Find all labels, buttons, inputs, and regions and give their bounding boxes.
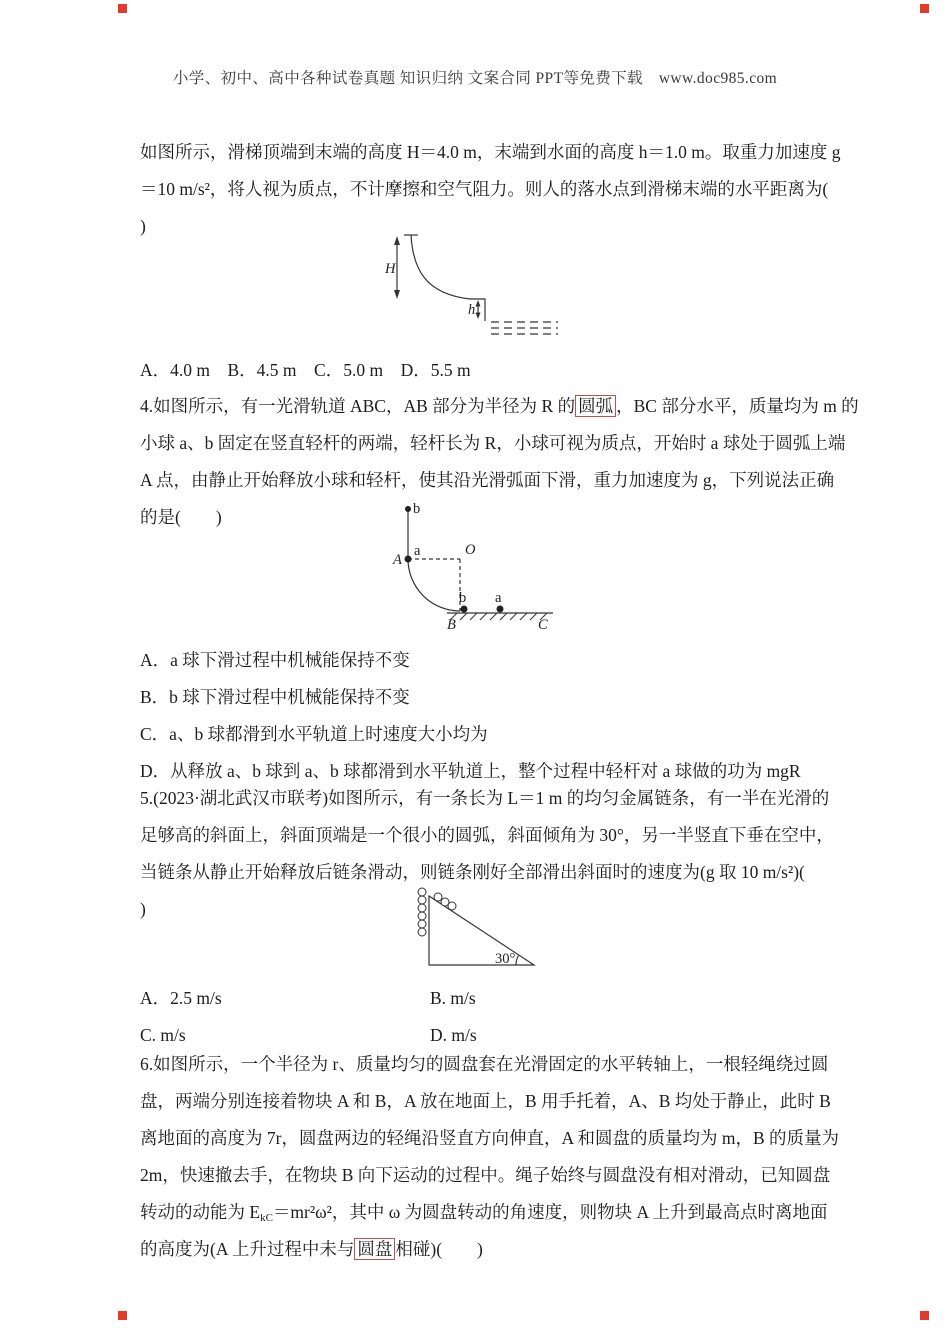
crop-mark-top-right	[920, 4, 929, 13]
crop-mark-bottom-right	[920, 1311, 929, 1320]
q6-line6-pre: 的高度为(A 上升过程中未与	[140, 1239, 355, 1259]
crop-mark-bottom-left	[118, 1311, 127, 1320]
q4-line1-pre: 4.如图所示，有一光滑轨道 ABC，AB 部分为半径为 R 的	[140, 396, 576, 416]
arrow-up-icon	[394, 236, 400, 245]
q6-text-line-5	[140, 1194, 830, 1231]
question-4-options	[140, 642, 830, 790]
q6-subscript: kC	[260, 1212, 273, 1224]
q3-text-line-2: ＝10 m/s²，将人视为质点，不计摩擦和空气阻力。则人的落水点到滑梯末端的水平距离为(	[140, 179, 829, 199]
q4-text-line-4: 的是( )	[140, 507, 222, 527]
water-surface	[491, 322, 558, 334]
label-O: O	[465, 542, 476, 558]
q5-option-d: D. m/s	[430, 1025, 477, 1045]
label-b-top: b	[413, 501, 421, 517]
question-3-options	[140, 352, 830, 389]
crop-mark-top-left	[118, 4, 127, 13]
label-a-bottom: a	[495, 590, 502, 606]
q6-text-line-6	[140, 1231, 830, 1268]
q5-text-line-4: )	[140, 899, 146, 919]
arc-AB	[408, 559, 460, 611]
q3-options-line: A．4.0 m B．4.5 m C．5.0 m D．5.5 m	[140, 360, 471, 380]
radius-dashed-lines	[408, 559, 460, 611]
q5-option-a: A．2.5 m/s	[140, 988, 222, 1008]
q4-option-d: D．从释放 a、b 球到 a、b 球都滑到水平轨道上，整个过程中轻杆对 a 球做的功为 mgR	[140, 761, 801, 781]
ball-b-top	[405, 506, 411, 512]
q4-annotation-box: 圆弧	[575, 395, 616, 417]
q5-options-row-1	[140, 980, 830, 1017]
q4-text-line-2: 小球 a、b 固定在竖直轻杆的两端，轻杆长为 R，小球可视为质点，开始时 a 球处于圆弧上端	[140, 433, 846, 453]
figure-waterslide	[384, 228, 566, 348]
figure-incline-chain	[402, 876, 552, 976]
arrow-down-icon	[476, 313, 481, 320]
q5-option-b: B. m/s	[430, 988, 476, 1008]
q5-text-line-2: 足够高的斜面上，斜面顶端是一个很小的圆弧，斜面倾角为 30°，另一半竖直下垂在空中，	[140, 825, 834, 845]
q6-text-line-4: 2m，快速撤去手，在物块 B 向下运动的过程中。绳子始终与圆盘没有相对滑动，已知圆盘	[140, 1165, 831, 1185]
label-b-bottom: b	[459, 590, 467, 606]
q5-option-c: C. m/s	[140, 1025, 186, 1045]
q4-option-c: C．a、b 球都滑到水平轨道上时速度大小均为	[140, 724, 488, 744]
q5-text-line-1: 5.(2023·湖北武汉市联考)如图所示，有一条长为 L＝1 m 的均匀金属链条，有一半在光滑的	[140, 788, 830, 808]
question-5-options	[140, 980, 830, 1054]
q6-line6-post: 相碰)( )	[395, 1239, 483, 1259]
ball-b-bottom	[461, 606, 468, 613]
question-6-body	[140, 1046, 840, 1268]
arrow-down-icon	[394, 290, 400, 299]
q3-text-line-3: )	[140, 216, 146, 236]
q5-text-line-3: 当链条从静止开始释放后链条滑动，则链条刚好全部滑出斜面时的速度为(g 取 10 m/s²)(	[140, 862, 805, 882]
ball-a-bottom	[497, 606, 504, 613]
q4-line1-post: ，BC 部分水平，质量均为 m 的	[616, 396, 859, 416]
q4-option-a: A．a 球下滑过程中机械能保持不变	[140, 650, 410, 670]
label-B: B	[447, 617, 456, 633]
ground-hatching	[450, 613, 547, 620]
header-banner	[0, 66, 950, 88]
q4-text-line-3: A 点，由静止开始释放小球和轻杆，使其沿光滑弧面下滑，重力加速度为 g，下列说法正确	[140, 470, 835, 490]
label-angle: 30°	[495, 951, 516, 967]
header-text: 小学、初中、高中各种试卷真题 知识归纳 文案合同 PPT等免费下载 www.doc985.com	[172, 70, 778, 87]
label-A: A	[393, 552, 402, 568]
q3-text-line-1: 如图所示，滑梯顶端到末端的高度 H＝4.0 m，末端到水面的高度 h＝1.0 m。取重力加速度 g	[140, 142, 841, 162]
figure-arc-track	[383, 496, 573, 636]
q4-text-line-1	[140, 388, 859, 425]
arrow-up-icon	[476, 300, 481, 307]
q4-option-b: B．b 球下滑过程中机械能保持不变	[140, 687, 410, 707]
label-H: H	[385, 261, 396, 277]
label-h: h	[468, 302, 476, 318]
q6-text-line-2: 盘，两端分别连接着物块 A 和 B，A 放在地面上，B 用手托着，A、B 均处于静止，此时 B	[140, 1091, 831, 1111]
q6-line5-post: ＝mr²ω²，其中 ω 为圆盘转动的角速度，则物块 A 上升到最高点时离地面	[272, 1202, 828, 1222]
chain-links	[418, 888, 456, 936]
q6-annotation-box: 圆盘	[354, 1238, 395, 1260]
label-C: C	[538, 617, 548, 633]
q6-line5-pre: 转动的动能为 E	[140, 1202, 261, 1222]
q6-text-line-3: 离地面的高度为 7r，圆盘两边的轻绳沿竖直方向伸直，A 和圆盘的质量均为 m，B 的质量为	[140, 1128, 840, 1148]
ball-a-top	[405, 556, 412, 563]
angle-arc	[516, 956, 519, 966]
q6-text-line-1: 6.如图所示，一个半径为 r、质量均匀的圆盘套在光滑固定的水平转轴上，一根轻绳绕过圆	[140, 1054, 829, 1074]
label-a-top: a	[414, 543, 421, 559]
